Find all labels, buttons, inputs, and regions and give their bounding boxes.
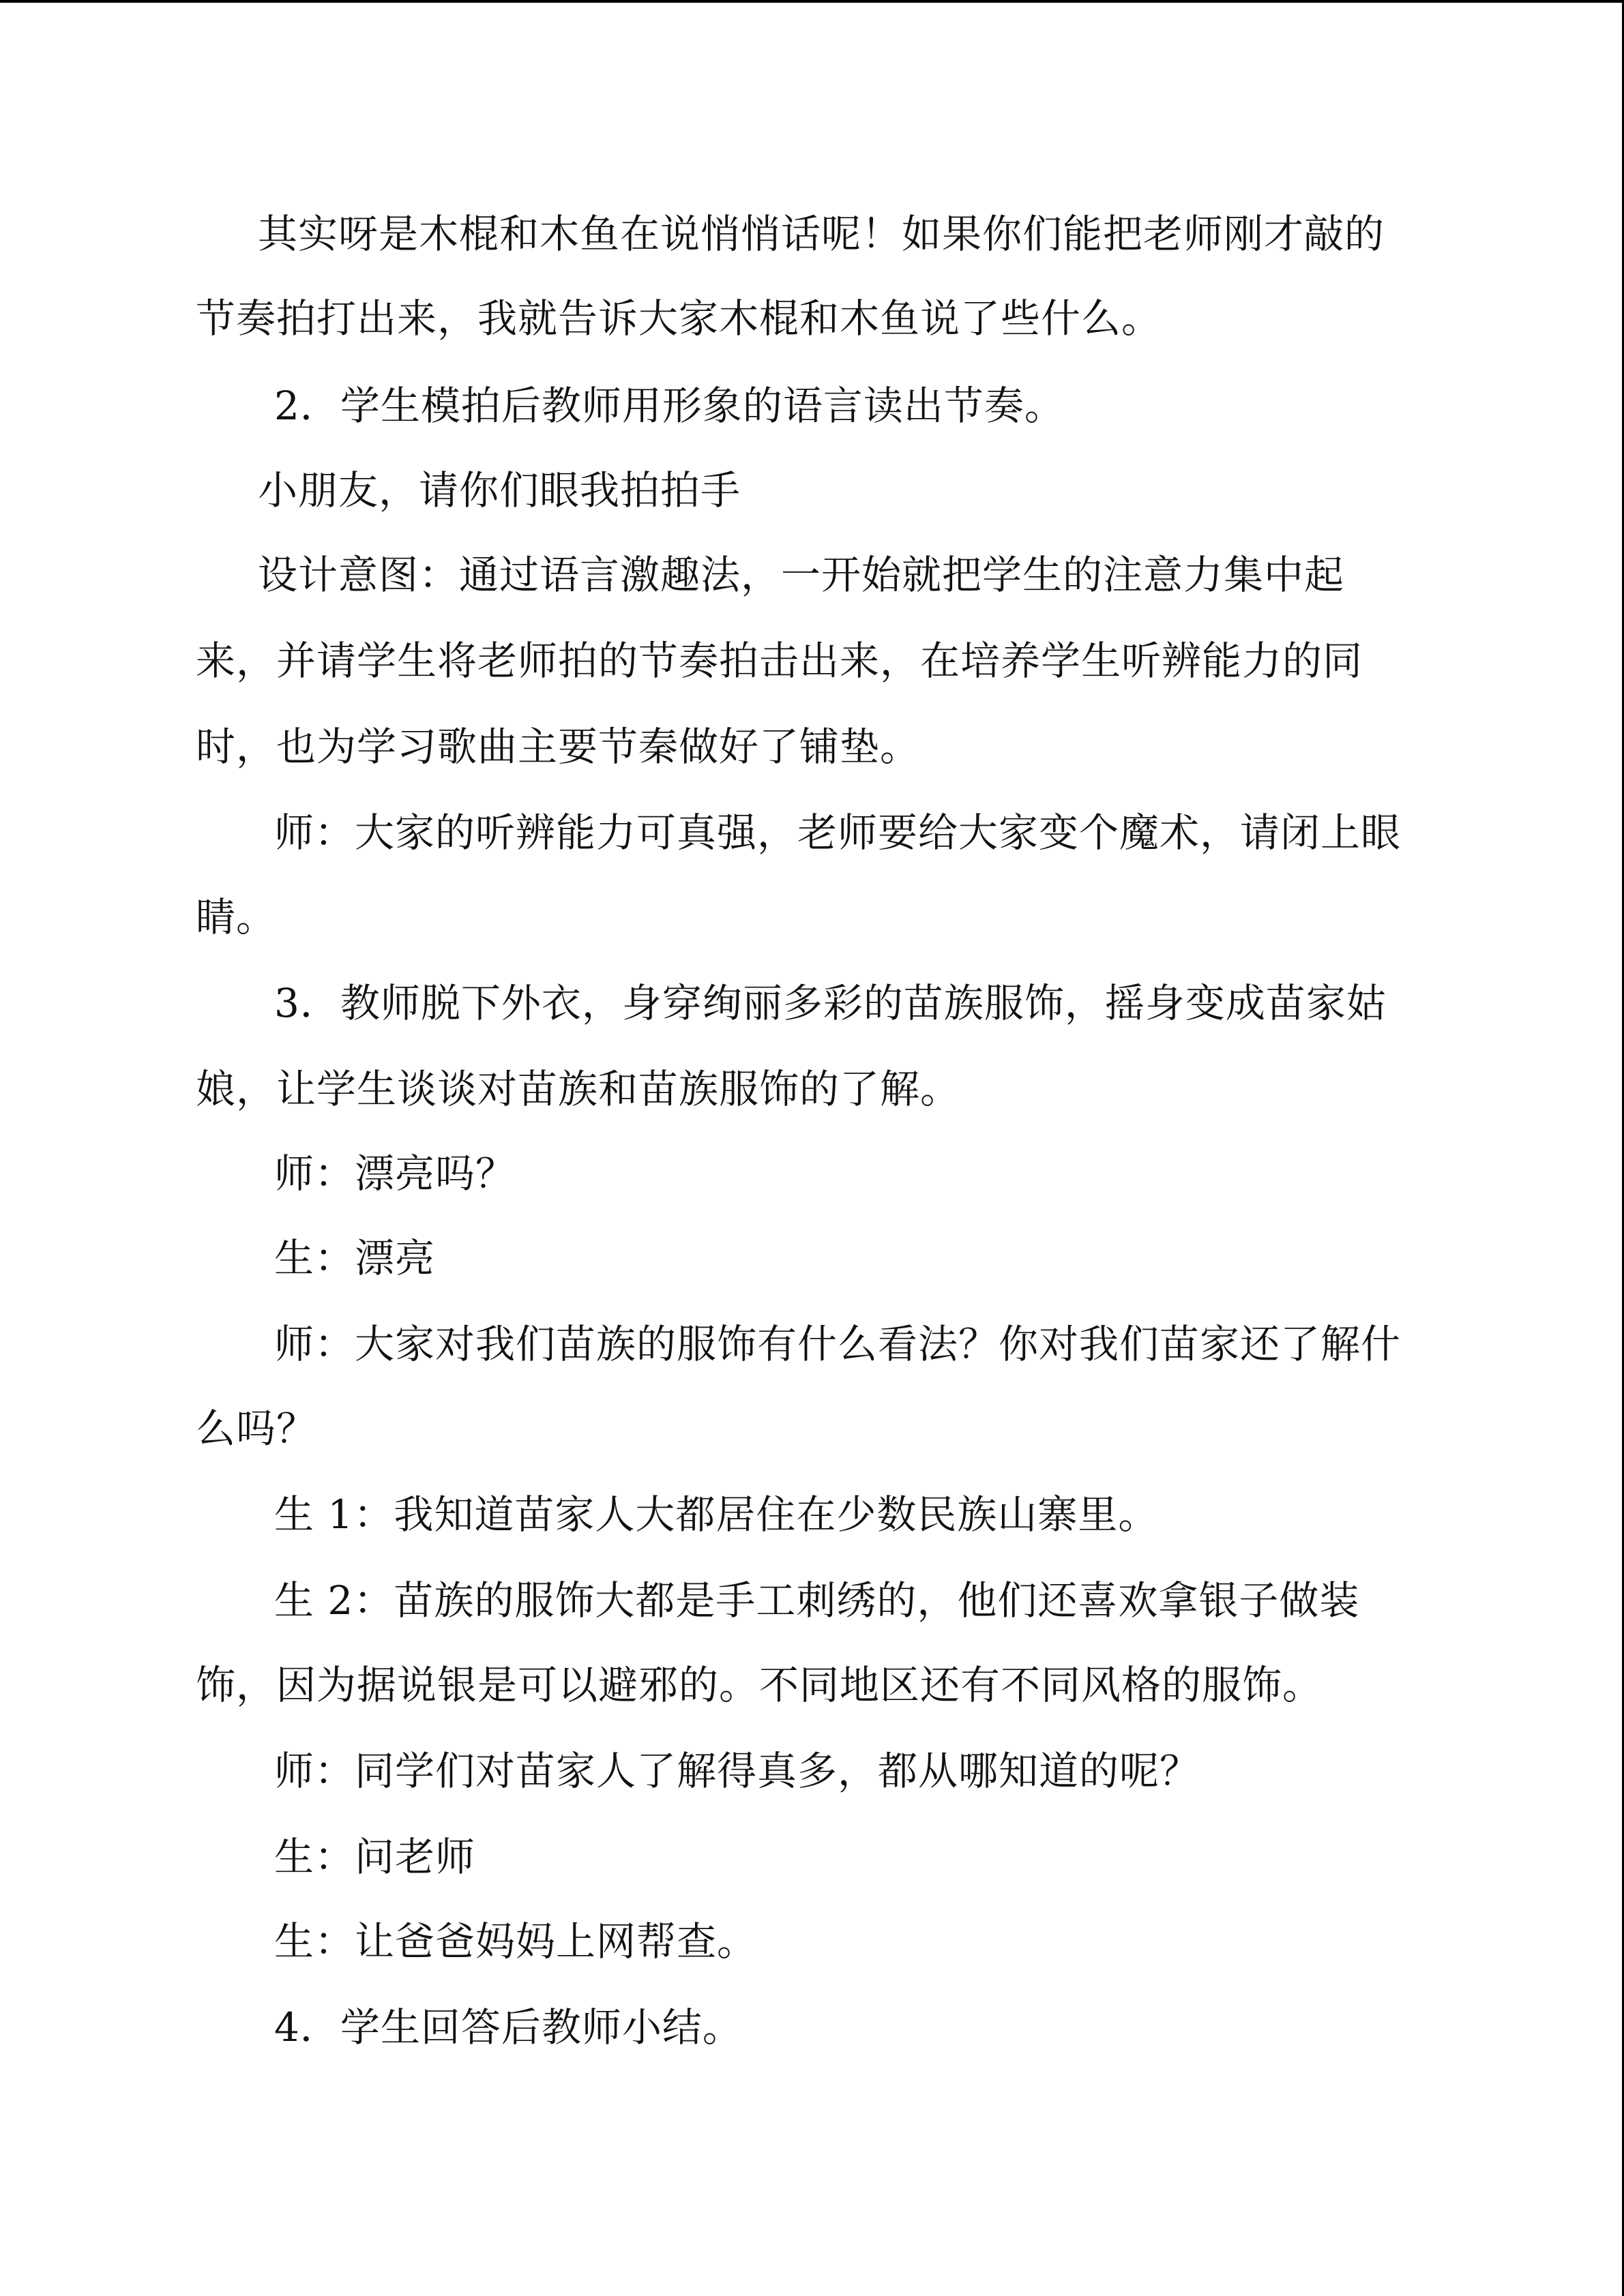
paragraph-line: 生：漂亮 — [274, 1235, 436, 1281]
paragraph-line: 生 2：苗族的服饰大都是手工刺绣的，他们还喜欢拿银子做装 — [274, 1577, 1360, 1624]
paragraph-line: 设计意图：通过语言激趣法，一开始就把学生的注意力集中起 — [258, 552, 1345, 598]
paragraph-line: 小朋友，请你们眼我拍拍手 — [258, 467, 741, 513]
paragraph-line: 其实呀是木棍和木鱼在说悄悄话呢！如果你们能把老师刚才敲的 — [258, 211, 1385, 257]
paragraph-line: 饰，因为据说银是可以避邪的。不同地区还有不同风格的服饰。 — [196, 1662, 1323, 1708]
paragraph-line: 么吗？ — [196, 1405, 317, 1452]
paragraph-line: 师：漂亮吗？ — [274, 1150, 516, 1197]
paragraph-line: 生 1：我知道苗家人大都居住在少数民族山寨里。 — [274, 1491, 1159, 1538]
paragraph-line: 师：大家对我们苗族的服饰有什么看法？你对我们苗家还了解什 — [274, 1321, 1402, 1367]
paragraph-line: 生：问老师 — [274, 1834, 476, 1880]
paragraph-line: 节奏拍打出来，我就告诉大家木棍和木鱼说了些什么。 — [196, 295, 1162, 342]
page-border-top — [0, 0, 1624, 3]
paragraph-line: 睛。 — [196, 894, 277, 940]
paragraph-line: 2．学生模拍后教师用形象的语言读出节奏。 — [274, 383, 1065, 429]
paragraph-line: 师：大家的听辨能力可真强，老师要给大家变个魔术，请闭上眼 — [274, 809, 1402, 856]
paragraph-line: 生：让爸爸妈妈上网帮查。 — [274, 1918, 758, 1965]
paragraph-line: 师：同学们对苗家人了解得真多，都从哪知道的呢？ — [274, 1748, 1200, 1794]
paragraph-line: 时，也为学习歌曲主要节秦做好了铺垫。 — [196, 724, 921, 770]
paragraph-line: 来，并请学生将老师拍的节奏拍击出来，在培养学生听辨能力的同 — [196, 638, 1363, 684]
paragraph-line: 娘，让学生谈谈对苗族和苗族服饰的了解。 — [196, 1066, 961, 1112]
paragraph-line: 4．学生回答后教师小结。 — [274, 2004, 743, 2051]
paragraph-line: 3．教师脱下外衣，身穿绚丽多彩的苗族服饰，摇身变成苗家姑 — [274, 980, 1387, 1026]
